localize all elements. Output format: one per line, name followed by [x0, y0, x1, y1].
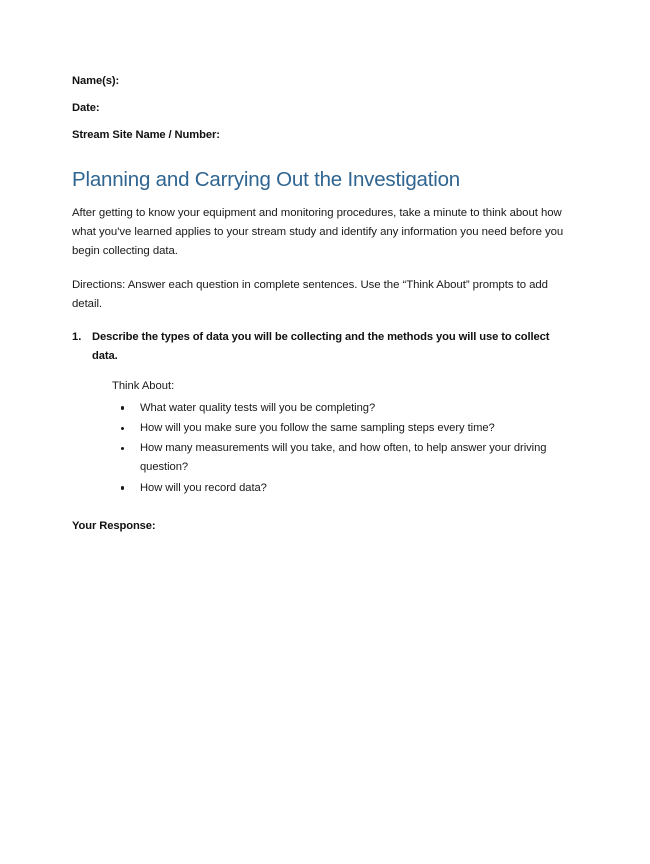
think-about-prompt-list	[112, 399, 566, 498]
think-about-label: Think About:	[112, 379, 175, 392]
page-title: Planning and Carrying Out the Investigation	[72, 168, 460, 191]
question-text: Describe the types of data you will be collecting and the methods you will use to collect data.	[92, 331, 550, 363]
prompt-text: How will you record data?	[140, 481, 267, 494]
intro-paragraph: After getting to know your equipment and monitoring procedures, take a minute to think about how what you've learned applies to your stream study and identify any information you need before you begin collecting data.	[72, 207, 564, 258]
think-about-block	[92, 377, 566, 498]
response-label: Your Response:	[72, 519, 156, 532]
directions-paragraph: Directions: Answer each question in complete sentences. Use the “Think About” prompts to add detail.	[72, 278, 548, 310]
prompt-text: How will you make sure you follow the same sampling steps every time?	[140, 422, 495, 435]
list-item	[112, 399, 566, 418]
bullet-icon	[121, 486, 124, 489]
header-fields	[72, 74, 566, 142]
field-date: Date:	[72, 102, 100, 114]
list-item	[112, 479, 566, 498]
response-answer-area[interactable]	[72, 534, 566, 864]
question-item-1	[72, 328, 566, 498]
prompt-text: What water quality tests will you be completing?	[140, 401, 376, 414]
field-names: Name(s):	[72, 75, 120, 87]
bullet-icon	[121, 447, 124, 450]
question-list	[72, 328, 566, 498]
list-item	[112, 439, 566, 477]
bullet-icon	[121, 406, 124, 409]
document-content	[72, 74, 566, 864]
question-number: 1.	[72, 331, 82, 344]
list-item	[112, 419, 566, 438]
prompt-text: How many measurements will you take, and how often, to help answer your driving question?	[140, 442, 547, 474]
bullet-icon	[121, 427, 124, 430]
field-stream-site: Stream Site Name / Number:	[72, 129, 220, 141]
